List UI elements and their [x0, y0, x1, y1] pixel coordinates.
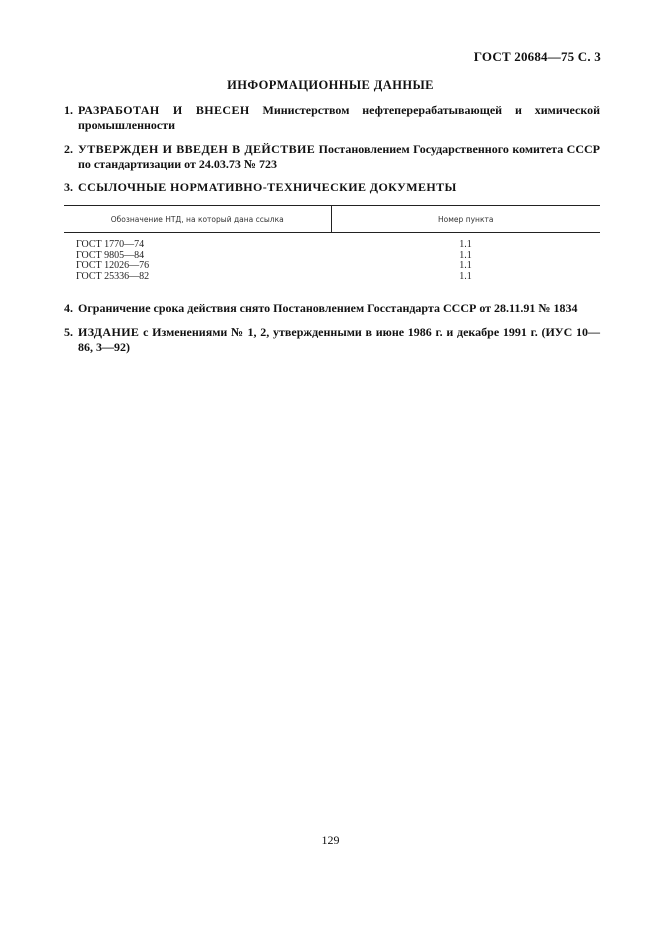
table-header-document: Обозначение НТД, на который дана ссылка — [64, 206, 332, 232]
item-lead: ССЫЛОЧНЫЕ НОРМАТИВНО-ТЕХНИЧЕСКИЕ ДОКУМЕНТЫ — [78, 180, 457, 194]
info-item-2 — [64, 142, 600, 172]
table-cell-clause: 1.1 — [459, 260, 472, 271]
item-text: Постановлением Государственного комитета СССР по стандартизации от 24.03.73 № 723 — [78, 142, 600, 171]
table-cell-document: ГОСТ 12026—76 — [76, 260, 150, 271]
info-item-5 — [64, 325, 600, 355]
table-cell-document: ГОСТ 25336—82 — [76, 270, 150, 282]
page-number: 129 — [321, 833, 340, 847]
table-header-clause: Номер пункта — [438, 214, 494, 224]
item-number: 3. — [64, 180, 73, 194]
item-text: Ограничение срока действия снято Постановлением Госстандарта СССР от 28.11.91 № 1834 — [78, 301, 578, 315]
table-cell-clause: 1.1 — [459, 270, 472, 282]
item-lead: РАЗРАБОТАН И ВНЕСЕН — [78, 103, 250, 117]
table-header-row — [64, 205, 600, 233]
info-item-1 — [64, 103, 600, 133]
item-lead: УТВЕРЖДЕН И ВВЕДЕН В ДЕЙСТВИЕ — [78, 142, 316, 156]
document-header: ГОСТ 20684—75 С. 3 — [473, 49, 601, 64]
table-column-documents — [64, 240, 331, 282]
table-cell-document: ГОСТ 9805—84 — [76, 249, 145, 261]
info-item-3 — [64, 180, 600, 195]
section-title: ИНФОРМАЦИОННЫЕ ДАННЫЕ — [227, 78, 434, 92]
table-column-clauses — [331, 240, 600, 282]
reference-documents-table — [64, 205, 600, 282]
item-text: с Изменениями № 1, 2, утвержденными в июне 1986 г. и декабре 1991 г. (ИУС 10—86, 3—92) — [78, 325, 600, 354]
info-item-4 — [64, 301, 600, 316]
table-cell-document: ГОСТ 1770—74 — [76, 239, 145, 250]
item-lead: ИЗДАНИЕ — [78, 325, 140, 339]
item-number: 1. — [64, 103, 73, 117]
table-body — [64, 233, 600, 282]
table-cell-clause: 1.1 — [459, 249, 472, 261]
item-number: 4. — [64, 301, 73, 315]
item-number: 2. — [64, 142, 73, 156]
item-text: Министерством нефтеперерабатывающей и химической промышленности — [78, 103, 600, 132]
table-cell-clause: 1.1 — [459, 239, 472, 250]
item-number: 5. — [64, 325, 73, 339]
